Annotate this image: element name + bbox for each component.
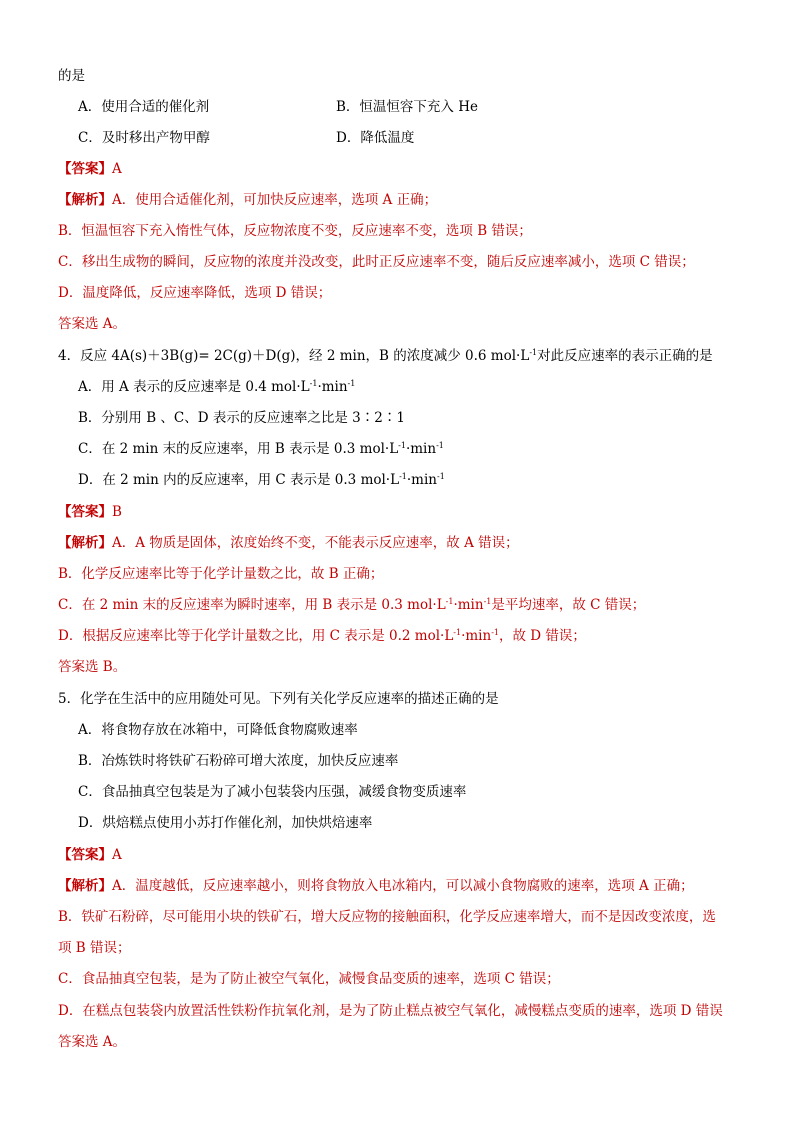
q5-analysis-b-2: 项 B 错误； [58, 940, 131, 956]
analysis-text: A．温度越低，反应速率越小，则将食物放入电冰箱内，可以减小食物腐败的速率，选项 A 正确； [112, 878, 694, 894]
sup: -1 [453, 628, 462, 637]
q4-analysis-b: B．化学反应速率比等于化学计量数之比，故 B 正确； [58, 566, 384, 582]
q3-option-c: C．及时移出产物甲醇 [78, 130, 210, 146]
q3-option-a: A．使用合适的催化剂 [78, 99, 210, 115]
sup: -1 [309, 379, 318, 388]
q3-analysis-c: C．移出生成物的瞬间，反应物的浓度并没改变，此时正反应速率不变，随后反应速率减小，选项 C 错误； [58, 254, 695, 270]
analysis-text: A．A 物质是固体，浓度始终不变，不能表示反应速率，故 A 错误； [112, 535, 519, 551]
analysis-text: A．使用合适催化剂，可加快反应速率，选项 A 正确； [112, 192, 438, 208]
analysis-text: 是平均速率，故 C 错误； [491, 597, 646, 613]
q3-conclusion: 答案选 A。 [58, 316, 127, 332]
q5-option-c: C．食品抽真空包装是为了减小包装袋内压强，减缓食物变质速率 [78, 784, 467, 800]
q4-stem-text: 4．反应 4A(s)＋3B(g)= 2C(g)＋D(g)，经 2 min，B 的浓度减少 0.6 mol·L [58, 348, 530, 364]
answer-tag: 【答案】 [58, 504, 112, 520]
analysis-text: ·min [461, 628, 492, 644]
answer-value: A [112, 847, 122, 863]
sup: -1 [436, 441, 444, 450]
option-text: D．在 2 min 内的反应速率，用 C 表示是 0.3 mol·L [78, 472, 400, 488]
sup: -1 [491, 628, 499, 637]
q4-option-b: B．分别用 B 、C、D 表示的反应速率之比是 3∶2∶1 [78, 410, 405, 426]
analysis-tag: 【解析】 [58, 535, 112, 551]
q5-analysis-d: D．在糕点包装袋内放置活性铁粉作抗氧化剂，是为了防止糕点被空气氧化，减慢糕点变质的速率，选项 D 错误 [58, 1003, 723, 1019]
q3-analysis-d: D．温度降低，反应速率降低，选项 D 错误； [58, 285, 332, 301]
q4-option-c [78, 439, 744, 459]
q5-option-b: B．冶炼铁时将铁矿石粉碎可增大浓度，加快反应速率 [78, 753, 399, 769]
sup: -1 [398, 441, 406, 450]
q3-analysis-b: B．恒温恒容下充入惰性气体，反应物浓度不变，反应速率不变，选项 B 错误； [58, 223, 532, 239]
q4-stem [58, 346, 744, 366]
q4-conclusion: 答案选 B。 [58, 659, 127, 675]
sup: -1 [445, 597, 454, 606]
q5-analysis-c: C．食品抽真空包装，是为了防止被空气氧化，减慢食品变质的速率，选项 C 错误； [58, 971, 560, 987]
q3-option-b: B．恒温恒容下充入 He [336, 99, 478, 115]
analysis-text: ·min [453, 597, 484, 613]
option-text: ·min [405, 441, 437, 457]
option-text: ·min [406, 472, 437, 488]
analysis-text: C．在 2 min 末的反应速率为瞬时速率，用 B 表示是 0.3 mol·L [58, 597, 446, 613]
sup: -1 [483, 597, 492, 606]
q4-option-d [78, 470, 744, 490]
answer-value: B [112, 504, 122, 520]
analysis-tag: 【解析】 [58, 192, 112, 208]
q5-option-a: A．将食物存放在冰箱中，可降低食物腐败速率 [78, 722, 358, 738]
option-text: ·min [317, 379, 348, 395]
q4-analysis-a [58, 533, 744, 553]
q3-answer [58, 159, 744, 179]
q4-stem-sup: -1 [529, 348, 538, 357]
q4-stem-text-2: 对此反应速率的表示正确的是 [537, 348, 713, 364]
q5-analysis-b-1: B．铁矿石粉碎，尽可能用小块的铁矿石，增大反应物的接触面积，化学反应速率增大，而不是因改变浓度，选 [58, 909, 716, 925]
analysis-text: ，故 D 错误； [499, 628, 586, 644]
q5-stem: 5．化学在生活中的应用随处可见。下列有关化学反应速率的描述正确的是 [58, 691, 499, 707]
q5-answer [58, 845, 744, 865]
option-text: C．在 2 min 末的反应速率，用 B 表示是 0.3 mol·L [78, 441, 399, 457]
q4-option-a [78, 377, 744, 397]
sup: -1 [347, 379, 356, 388]
analysis-tag: 【解析】 [58, 878, 112, 894]
analysis-text: D．根据反应速率比等于化学计量数之比，用 C 表示是 0.2 mol·L [58, 628, 454, 644]
q4-answer [58, 502, 744, 522]
answer-value: A [112, 161, 122, 177]
q5-option-d: D．烘焙糕点使用小苏打作催化剂，加快烘焙速率 [78, 815, 373, 831]
sup: -1 [399, 472, 407, 481]
sup: -1 [436, 472, 445, 481]
q4-analysis-c [58, 595, 744, 615]
q3-analysis-a [58, 190, 744, 210]
option-text: A．用 A 表示的反应速率是 0.4 mol·L [78, 379, 310, 395]
q4-analysis-d [58, 626, 744, 646]
q3-option-d: D．降低温度 [336, 130, 415, 146]
q5-conclusion: 答案选 A。 [58, 1034, 127, 1050]
q5-analysis-a [58, 876, 744, 896]
answer-tag: 【答案】 [58, 847, 112, 863]
answer-tag: 【答案】 [58, 161, 112, 177]
q3-stem-tail: 的是 [58, 68, 85, 84]
